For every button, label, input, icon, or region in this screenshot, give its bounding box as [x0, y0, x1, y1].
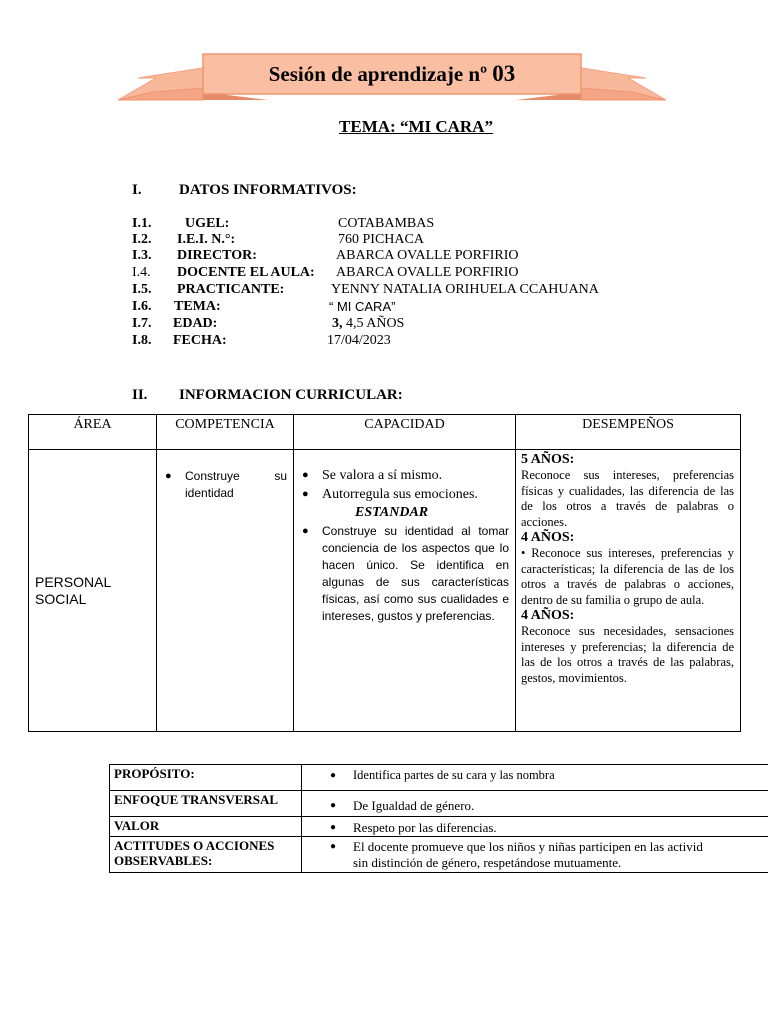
area-line: SOCIAL [35, 590, 87, 607]
capacidad-text: Autorregula sus emociones. [322, 487, 478, 502]
desempeno-text: Reconoce sus intereses, preferencias físicas y cualidades, las diferencia de las de los otros a través de palabras o acciones. [521, 468, 734, 529]
label-line: OBSERVABLES: [114, 853, 213, 868]
info-num: I.6. [132, 299, 152, 314]
capacidad-cell [294, 450, 516, 732]
info-num: I.4. [132, 265, 151, 280]
info-value-bold: 3, [332, 316, 343, 331]
bullet-icon: ● [302, 525, 309, 537]
capacidad-text: Se valora a sí mismo. [322, 468, 443, 483]
list-item [302, 485, 509, 504]
section-title: INFORMACION CURRICULAR: [179, 387, 403, 403]
proposito-table [109, 764, 768, 873]
info-value: COTABAMBAS [338, 216, 435, 231]
proposito-label: PROPÓSITO: [110, 765, 302, 791]
table-row [110, 817, 768, 837]
table-row [110, 837, 768, 873]
actitudes-value [302, 837, 768, 873]
desempeno-age: 4 AÑOS: [521, 530, 575, 545]
list-item [330, 820, 768, 836]
session-number: 03 [492, 61, 516, 86]
info-value: ABARCA OVALLE PORFIRIO [336, 248, 519, 263]
table-row [110, 791, 768, 817]
list-item-continuation [330, 855, 768, 871]
info-num: I.1. [132, 216, 152, 231]
list-item [330, 798, 768, 814]
session-title [118, 61, 666, 87]
list-item [330, 839, 768, 855]
tema-heading: TEMA: “MI CARA” [339, 117, 493, 136]
area-line: PERSONAL [35, 573, 112, 590]
list-item [302, 466, 509, 485]
info-num: I.8. [132, 333, 152, 348]
info-num: I.2. [132, 232, 152, 247]
competencia-cell [157, 450, 294, 732]
value-text: De Igualdad de género. [353, 798, 475, 813]
list-item [330, 768, 768, 784]
info-value: 17/04/2023 [327, 333, 391, 348]
header-desempenos: DESEMPEÑOS [516, 415, 741, 450]
bullet-icon: ● [165, 470, 172, 482]
section-title: DATOS INFORMATIVOS: [179, 182, 357, 198]
info-label: I.E.I. N.°: [177, 232, 236, 247]
desempeno-age: 5 AÑOS: [521, 452, 575, 467]
area-cell [29, 450, 157, 732]
table-row [29, 450, 741, 732]
bullet-icon: ● [330, 822, 337, 833]
label-line: ACTITUDES O ACCIONES [114, 838, 275, 853]
desempeno-text: Reconoce sus necesidades, sensaciones intereses y preferencias; la diferencia de las de los otros a través de las palabras, gestos, movimientos. [521, 624, 734, 685]
info-num: I.5. [132, 282, 152, 297]
header-competencia: COMPETENCIA [157, 415, 294, 450]
value-text: Respeto por las diferencias. [353, 820, 497, 835]
list-item [302, 523, 509, 625]
info-value: YENNY NATALIA ORIHUELA CCAHUANA [331, 282, 599, 297]
estandar-text: Construye su identidad al tomar conciencia de los aspectos que lo hacen único. Se identifica en algunas de sus características físicas, así como sus cualidades e intereses, gustos y preferencias. [322, 524, 509, 623]
value-text: El docente promueve que los niños y niñas participen en las activid [353, 839, 703, 854]
header-area: ÁREA [29, 415, 157, 450]
info-label: EDAD: [173, 316, 218, 331]
valor-value [302, 817, 768, 837]
info-label: PRACTICANTE: [177, 282, 285, 297]
value-text: sin distinción de género, respetándose mutuamente. [353, 854, 622, 870]
session-title-banner [118, 50, 666, 106]
info-num: I.7. [132, 316, 152, 331]
desempeno-age: 4 AÑOS: [521, 608, 575, 623]
bullet-icon: ● [330, 841, 337, 852]
info-value: “ MI CARA” [329, 299, 396, 314]
info-label: DOCENTE EL AULA: [177, 265, 315, 280]
estandar-label: ESTANDAR [355, 505, 429, 520]
curricular-table [28, 414, 741, 732]
enfoque-value [302, 791, 768, 817]
list-item [165, 468, 287, 502]
info-label: FECHA: [173, 333, 227, 348]
table-row [110, 765, 768, 791]
proposito-value [302, 765, 768, 791]
enfoque-label: ENFOQUE TRANSVERSAL [110, 791, 302, 817]
actitudes-label [110, 837, 302, 873]
session-title-text: Sesión de aprendizaje nº [268, 62, 488, 86]
bullet-icon: ● [302, 488, 309, 500]
value-text: Identifica partes de su cara y las nombra [353, 768, 555, 782]
bullet-icon: ● [302, 469, 309, 481]
bullet-icon: ● [330, 770, 337, 781]
info-value: 760 PICHACA [338, 232, 424, 247]
header-capacidad: CAPACIDAD [294, 415, 516, 450]
bullet-icon: ● [330, 800, 337, 811]
info-value: ABARCA OVALLE PORFIRIO [336, 265, 519, 280]
section-number: I. [132, 182, 142, 198]
info-value: 4,5 AÑOS [342, 316, 405, 331]
table-header-row [29, 415, 741, 450]
section-number: II. [132, 387, 148, 403]
desempeno-text: • Reconoce sus intereses, preferencias y características; la diferencia de las de los otros a través de palabras o acciones, dentro de su familia o grupo de aula. [521, 546, 734, 607]
info-num: I.3. [132, 248, 152, 263]
info-label: TEMA: [174, 299, 221, 314]
info-label: DIRECTOR: [177, 248, 257, 263]
competencia-text: Construye su identidad [185, 469, 287, 500]
desempenos-cell [516, 450, 741, 732]
valor-label: VALOR [110, 817, 302, 837]
info-label: UGEL: [185, 216, 230, 231]
